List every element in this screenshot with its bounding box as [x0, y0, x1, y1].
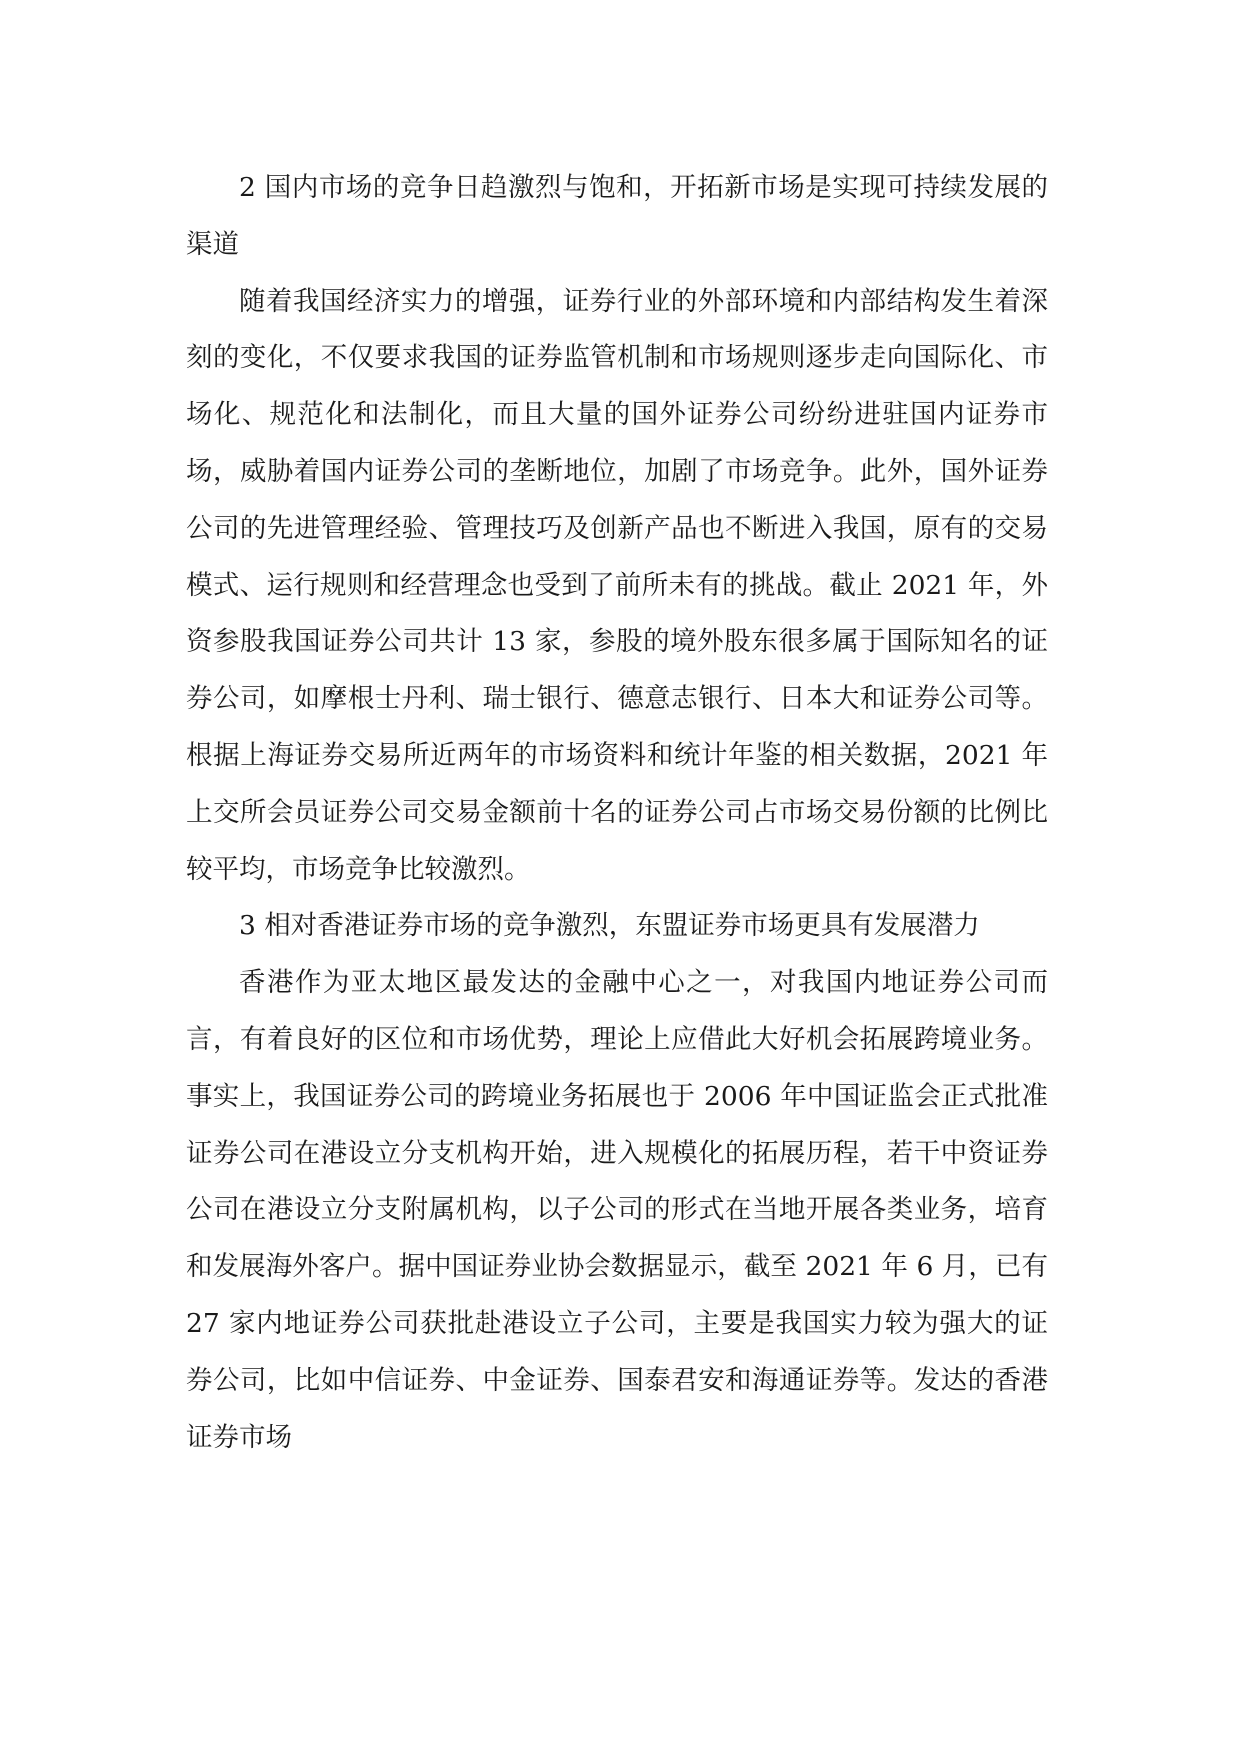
- section-heading-3: 3 相对香港证券市场的竞争激烈，东盟证券市场更具有发展潜力: [239, 910, 980, 942]
- section-heading-2: 2 国内市场的竞争日趋激烈与饱和，开拓新市场是实现可持续发展的渠道: [186, 172, 1048, 260]
- paragraph-hong-kong-market: 香港作为亚太地区最发达的金融中心之一，对我国内地证券公司而言，有着良好的区位和市场优势，理论上应借此大好机会拓展跨境业务。事实上，我国证券公司的跨境业务拓展也于 2006 年中国证监会正式批准证券公司在港设立分支机构开始，进入规模化的拓展历程，若干中资证券公司在港设立分支附属机构，以子公司的形式在当地开展各类业务，培育和发展海外客户。据中国证券业协会数据显示，截至 2021 年 6 月，已有 27 家内地证券公司获批赴港设立子公司，主要是我国实力较为强大的证券公司，比如中信证券、中金证券、国泰君安和海通证券等。发达的香港证券市场: [186, 967, 1048, 1453]
- document-page: [186, 160, 1048, 1466]
- paragraph-domestic-competition: 随着我国经济实力的增强，证券行业的外部环境和内部结构发生着深刻的变化，不仅要求我国的证券监管机制和市场规则逐步走向国际化、市场化、规范化和法制化，而且大量的国外证券公司纷纷进驻国内证券市场，威胁着国内证券公司的垄断地位，加剧了市场竞争。此外，国外证券公司的先进管理经验、管理技巧及创新产品也不断进入我国，原有的交易模式、运行规则和经营理念也受到了前所未有的挑战。截止 2021 年，外资参股我国证券公司共计 13 家，参股的境外股东很多属于国际知名的证券公司，如摩根士丹利、瑞士银行、德意志银行、日本大和证券公司等。根据上海证券交易所近两年的市场资料和统计年鉴的相关数据，2021 年上交所会员证券公司交易金额前十名的证券公司占市场交易份额的比例比较平均，市场竞争比较激烈。: [186, 285, 1048, 885]
